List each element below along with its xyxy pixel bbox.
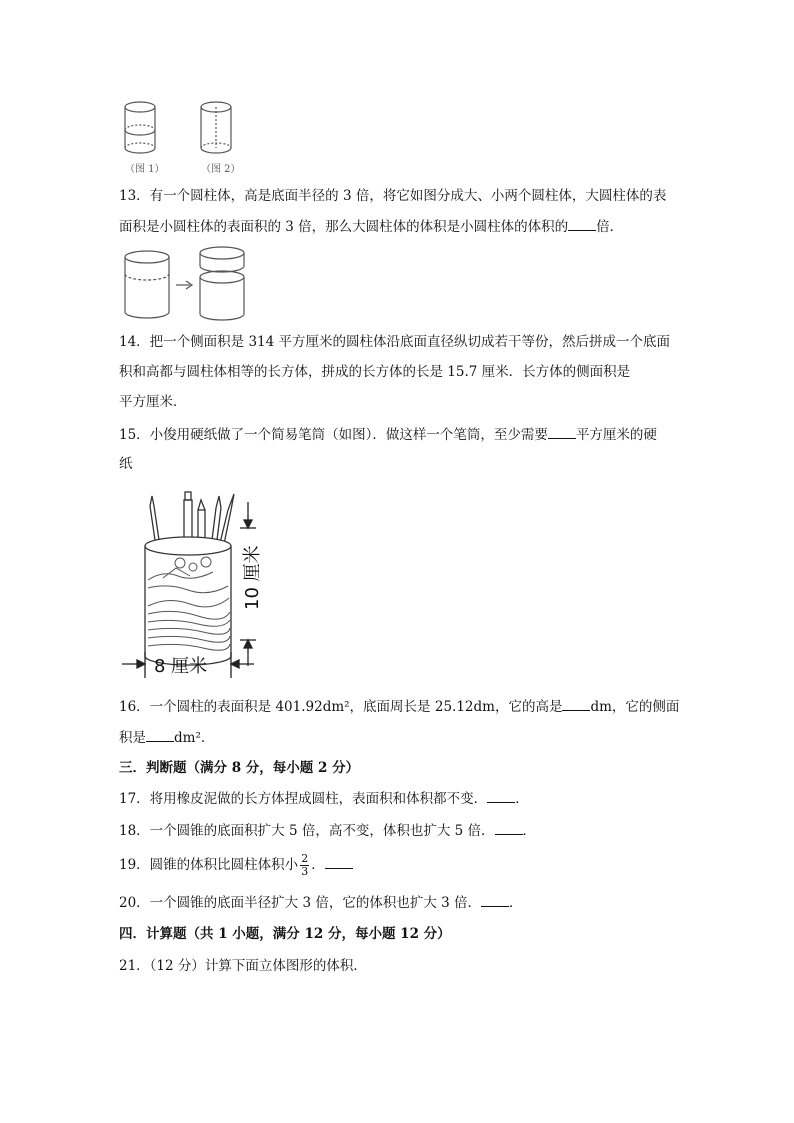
- q20-line: 20．一个圆锥的底面半径扩大 3 倍，它的体积也扩大 3 倍． ．: [119, 892, 523, 913]
- height-label: 10 厘米: [242, 545, 263, 610]
- q19-line: 19．圆锥的体积比圆柱体积小 $\frac{2}{3}$ ．: [119, 852, 353, 878]
- q16-line2: 积是 dm²．: [119, 727, 214, 748]
- q14-line3: 平方厘米．: [119, 394, 187, 410]
- q13-line2: 面积是小圆柱体的表面积的 3 倍，那么大圆柱体的体积是小圆柱体的体积的 倍．: [119, 216, 623, 237]
- cylinder-split-figure: [118, 244, 253, 322]
- section-3-title: 三．判断题（满分 8 分，每小题 2 分）: [119, 760, 360, 776]
- q14-line2: 积和高都与圆柱体相等的长方体，拼成的长方体的长是 15.7 厘米．长方体的侧面积是: [119, 364, 631, 380]
- q18-answer-blank[interactable]: [495, 820, 523, 835]
- q13-line1: 13．有一个圆柱体，高是底面半径的 3 倍，将它如图分成大、小两个圆柱体，大圆柱体的表: [119, 188, 667, 204]
- q20-answer-blank[interactable]: [481, 892, 509, 907]
- q16-line1: 16．一个圆柱的表面积是 401.92dm²，底面周长是 25.12dm，它的高是 dm，它的侧面: [119, 696, 679, 717]
- width-label: 8 厘米: [154, 656, 208, 677]
- section-4-title: 四．计算题（共 1 小题，满分 12 分，每小题 12 分）: [119, 926, 451, 942]
- q15-answer-blank[interactable]: [548, 424, 576, 439]
- q17-line: 17．将用橡皮泥做的长方体捏成圆柱，表面积和体积都不变． ．: [119, 788, 529, 809]
- q15-line2: 纸: [119, 456, 133, 472]
- q17-answer-blank[interactable]: [487, 788, 515, 803]
- q19-answer-blank[interactable]: [325, 854, 353, 869]
- figure-1-caption: （图 1）: [125, 164, 165, 175]
- figure-2-caption: （图 2）: [201, 164, 241, 175]
- cylinder-figures-1-2: [118, 98, 248, 156]
- q13-answer-blank[interactable]: [568, 216, 596, 231]
- q16-height-blank[interactable]: [562, 696, 590, 711]
- fraction-two-thirds: $\frac{2}{3}$: [301, 852, 309, 878]
- q14-line1: 14．把一个侧面积是 314 平方厘米的圆柱体沿底面直径纵切成若干等份，然后拼成一个底面: [119, 334, 671, 350]
- q21-line: 21．（12 分）计算下面立体图形的体积．: [119, 958, 367, 974]
- q18-line: 18．一个圆锥的底面积扩大 5 倍，高不变，体积也扩大 5 倍． ．: [119, 820, 536, 841]
- q15-line1: 15．小俊用硬纸做了一个简易笔筒（如图）．做这样一个笔筒，至少需要 平方厘米的硬: [119, 424, 657, 445]
- q16-lateral-area-blank[interactable]: [146, 727, 174, 742]
